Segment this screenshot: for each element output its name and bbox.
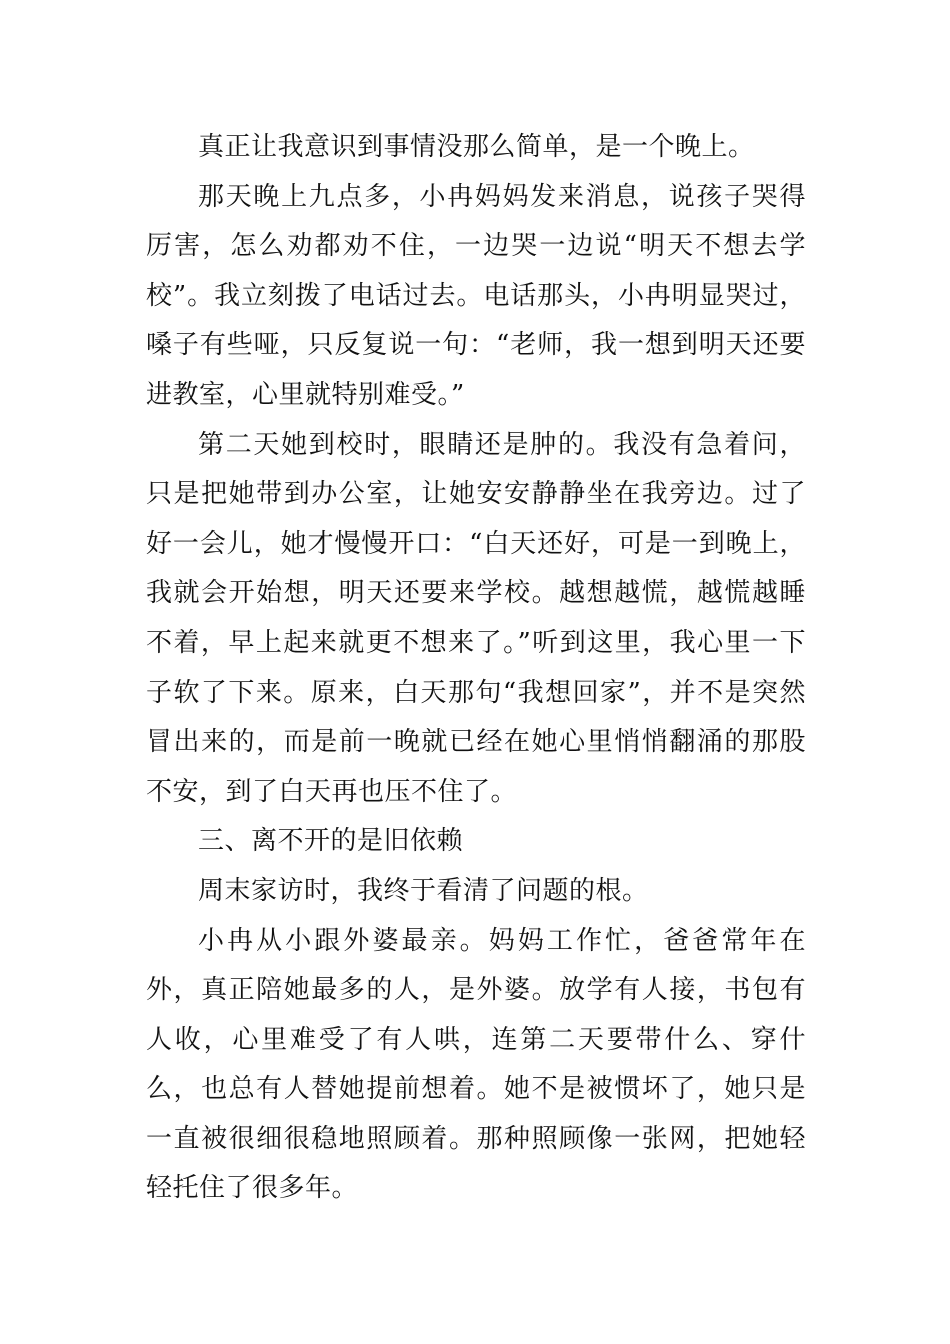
paragraph-1: 真正让我意识到事情没那么简单，是一个晚上。 [198,132,755,162]
section-heading: 三、离不开的是旧依赖 [198,826,464,857]
paragraph-4: 周末家访时，我终于看清了问题的根。 [198,875,649,906]
paragraph-3: 第二天她到校时，眼睛还是肿的。我没有急着问，只是把她带到办公室，让她安安静静坐在我旁边。过了好一会儿，她才慢慢开口：“白天还好，可是一到晚上，我就会开始想，明天还要来学校。越想越慌，越慌越睡不着，早上起来就更不想来了。”听到这里，我心里一下子软了下来。原来，白天那句“我想回家”，并不是突然冒出来的，而是前一晚就已经在她心里悄悄翻涌的那股不安，到了白天再也压不住了。 [146,429,806,807]
paragraph-2: 那天晚上九点多，小冉妈妈发来消息，说孩子哭得厉害，怎么劝都劝不住，一边哭一边说“明天不想去学校”。我立刻拨了电话过去。电话那头，小冉明显哭过，嗓子有些哑，只反复说一句：“老师，我一想到明天还要进教室，心里就特别难受。” [146,181,806,410]
document-body [146,123,806,1214]
paragraph-5: 小冉从小跟外婆最亲。妈妈工作忙，爸爸常年在外，真正陪她最多的人，是外婆。放学有人接，书包有人收，心里难受了有人哄，连第二天要带什么、穿什么，也总有人替她提前想着。她不是被惯坏了，她只是一直被很细很稳地照顾着。那种照顾像一张网，把她轻轻托住了很多年。 [146,925,806,1204]
